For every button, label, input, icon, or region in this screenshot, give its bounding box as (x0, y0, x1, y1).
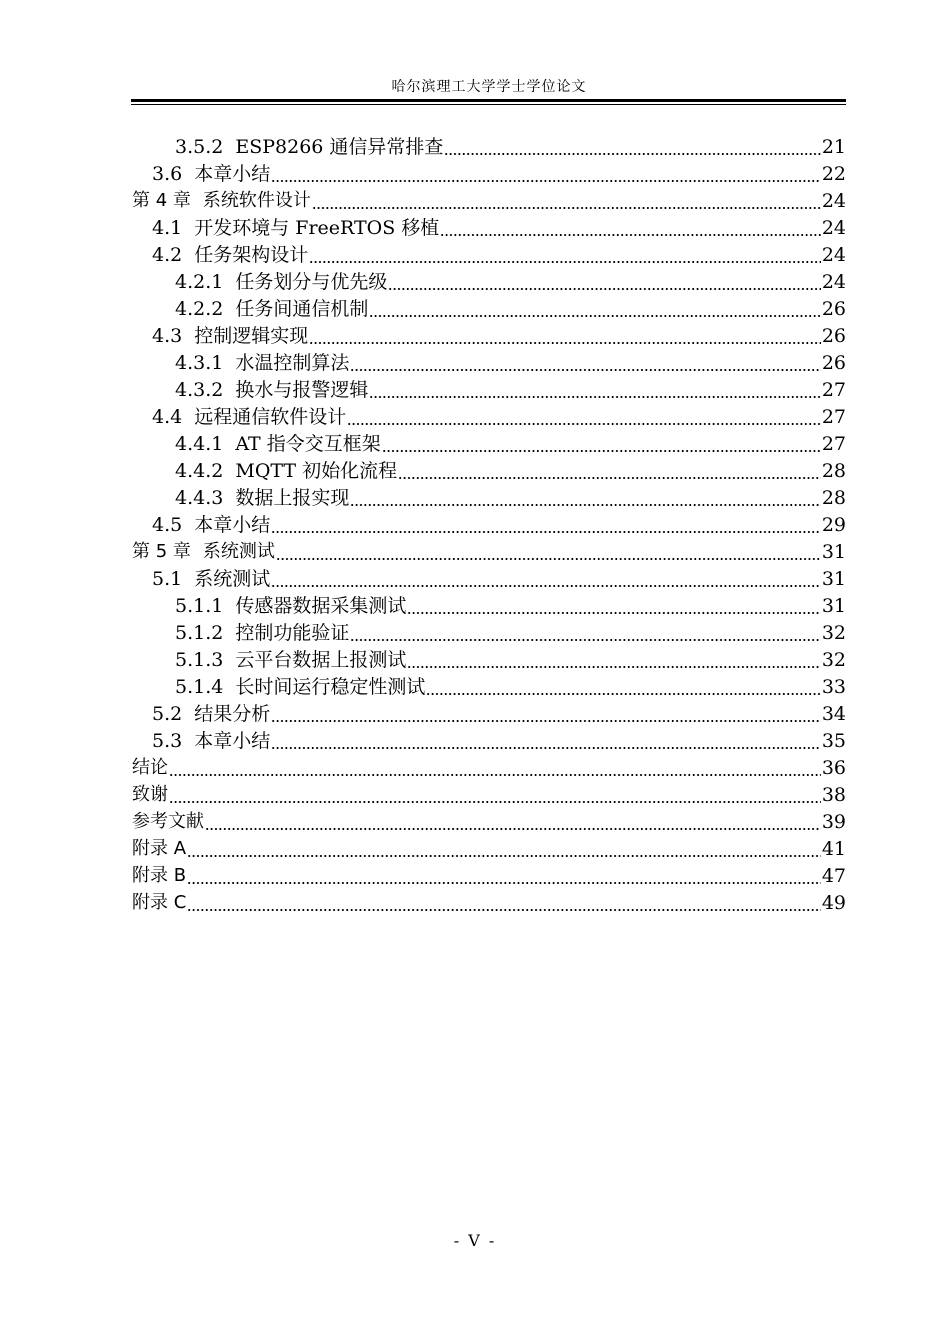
toc-entry-page: 34 (821, 703, 846, 725)
toc-entry-label (132, 756, 168, 780)
toc-entry-page: 41 (821, 838, 846, 860)
toc-dot-leader (309, 244, 821, 264)
toc-dot-leader (271, 568, 821, 588)
toc-dot-leader (169, 757, 821, 777)
toc-entry[interactable] (132, 645, 846, 672)
toc-entry[interactable] (132, 834, 846, 861)
toc-entry-label (175, 432, 381, 456)
toc-dot-leader (444, 136, 820, 156)
toc-entry-number: 5.1 (152, 568, 183, 590)
toc-entry-number: 4.3 (152, 325, 183, 347)
toc-entry-page: 21 (821, 136, 846, 158)
toc-entry-title: 结论 (132, 757, 168, 778)
toc-dot-leader (169, 784, 821, 804)
toc-entry[interactable] (132, 132, 846, 159)
toc-entry-number: 第 4 章 (132, 190, 191, 211)
toc-entry-title: 结果分析 (194, 703, 271, 725)
toc-entry-page: 29 (821, 514, 846, 536)
toc-entry-page: 27 (821, 433, 846, 455)
toc-dot-leader (271, 163, 821, 183)
toc-entry-page: 22 (821, 163, 846, 185)
toc-entry-number: 5.1.2 (175, 622, 224, 644)
toc-entry-label (175, 378, 368, 402)
toc-dot-leader (309, 325, 821, 345)
toc-entry[interactable] (132, 321, 846, 348)
toc-entry-number: 5.1.4 (175, 676, 224, 698)
toc-entry-number: 4.4.2 (175, 460, 224, 482)
toc-entry-page: 26 (821, 298, 846, 320)
toc-entry-label (175, 135, 443, 159)
toc-dot-leader (350, 622, 820, 642)
toc-entry-label (152, 513, 270, 537)
toc-entry[interactable] (132, 807, 846, 834)
toc-entry-title: ESP8266 通信异常排查 (235, 136, 444, 158)
toc-entry-title: 附录 C (132, 892, 187, 913)
toc-dot-leader (271, 730, 821, 750)
toc-dot-leader (271, 703, 821, 723)
toc-entry-title: MQTT 初始化流程 (235, 460, 398, 482)
toc-entry-title: 控制功能验证 (235, 622, 350, 644)
toc-entry-label (132, 837, 186, 861)
table-of-contents (132, 132, 846, 915)
toc-entry[interactable] (132, 240, 846, 267)
toc-entry[interactable] (132, 861, 846, 888)
toc-entry[interactable] (132, 186, 846, 213)
toc-entry-page: 31 (821, 595, 846, 617)
header-rule-thin (131, 104, 846, 105)
toc-dot-leader (388, 271, 820, 291)
toc-entry-label (132, 810, 204, 834)
toc-entry-page: 32 (821, 622, 846, 644)
toc-entry-page: 27 (821, 406, 846, 428)
toc-entry[interactable] (132, 510, 846, 537)
toc-entry-page: 47 (821, 865, 846, 887)
toc-entry-label (175, 648, 406, 672)
toc-entry[interactable] (132, 213, 846, 240)
toc-entry-page: 31 (821, 541, 846, 563)
toc-dot-leader (398, 460, 821, 480)
toc-entry-label (132, 783, 168, 807)
toc-entry[interactable] (132, 537, 846, 564)
toc-entry-label (132, 891, 186, 915)
toc-entry-title: 换水与报警逻辑 (235, 379, 369, 401)
toc-entry-number: 4.4.3 (175, 487, 224, 509)
toc-entry[interactable] (132, 483, 846, 510)
toc-entry-title: 系统软件设计 (202, 190, 311, 211)
page-number: - V - (453, 1231, 497, 1250)
toc-entry-page: 28 (821, 487, 846, 509)
toc-dot-leader (369, 379, 820, 399)
toc-entry[interactable] (132, 780, 846, 807)
toc-entry-label (175, 675, 425, 699)
toc-entry-title: 任务划分与优先级 (235, 271, 388, 293)
toc-entry-number: 4.4.1 (175, 433, 224, 455)
toc-entry[interactable] (132, 618, 846, 645)
toc-entry-page: 39 (821, 811, 846, 833)
toc-entry-label (132, 540, 275, 564)
header-rule-thick (131, 99, 846, 102)
toc-entry-label (175, 270, 387, 294)
toc-entry-number: 5.1.3 (175, 649, 224, 671)
toc-dot-leader (187, 892, 821, 912)
toc-entry[interactable] (132, 159, 846, 186)
toc-entry[interactable] (132, 375, 846, 402)
toc-dot-leader (187, 838, 821, 858)
toc-entry-title: 水温控制算法 (235, 352, 350, 374)
toc-entry-title: 附录 A (132, 838, 187, 859)
toc-entry-label (175, 621, 349, 645)
toc-entry-title: 开发环境与 FreeRTOS 移植 (194, 217, 440, 239)
toc-entry-label (152, 162, 270, 186)
toc-entry-label (175, 351, 349, 375)
toc-entry-label (132, 189, 311, 213)
toc-entry-label (152, 702, 270, 726)
toc-entry-label (152, 216, 439, 240)
toc-entry-label (152, 243, 308, 267)
toc-dot-leader (407, 595, 820, 615)
toc-dot-leader (369, 298, 820, 318)
toc-entry-title: 系统测试 (194, 568, 271, 590)
toc-entry-page: 38 (821, 784, 846, 806)
toc-entry-label (175, 486, 349, 510)
toc-dot-leader (350, 352, 820, 372)
toc-entry-title: 致谢 (132, 784, 168, 805)
toc-entry-page: 49 (821, 892, 846, 914)
toc-dot-leader (382, 433, 821, 453)
toc-entry[interactable] (132, 753, 846, 780)
toc-entry-page: 24 (821, 271, 846, 293)
toc-entry-number: 4.2.1 (175, 271, 224, 293)
toc-entry-title: AT 指令交互框架 (235, 433, 381, 455)
toc-entry-page: 33 (821, 676, 846, 698)
toc-entry-label (152, 567, 270, 591)
toc-entry-title: 参考文献 (132, 811, 204, 832)
toc-entry[interactable] (132, 591, 846, 618)
toc-entry-title: 本章小结 (194, 163, 271, 185)
toc-entry[interactable] (132, 267, 846, 294)
toc-dot-leader (187, 865, 821, 885)
toc-entry-number: 第 5 章 (132, 541, 191, 562)
toc-dot-leader (350, 487, 820, 507)
toc-entry-label (132, 864, 186, 888)
toc-entry-number: 4.1 (152, 217, 183, 239)
toc-entry[interactable] (132, 672, 846, 699)
toc-entry-number: 4.3.2 (175, 379, 224, 401)
toc-dot-leader (407, 649, 820, 669)
toc-entry-page: 28 (821, 460, 846, 482)
toc-entry-label (152, 729, 270, 753)
toc-entry-page: 26 (821, 325, 846, 347)
toc-entry-label (175, 594, 406, 618)
running-header: 哈尔滨理工大学学士学位论文 (391, 79, 587, 95)
toc-entry-page: 36 (821, 757, 846, 779)
toc-entry-page: 24 (821, 217, 846, 239)
toc-entry-page: 35 (821, 730, 846, 752)
toc-entry-title: 任务架构设计 (194, 244, 309, 266)
toc-entry-page: 27 (821, 379, 846, 401)
toc-entry-label (175, 297, 368, 321)
toc-entry[interactable] (132, 699, 846, 726)
toc-entry[interactable] (132, 402, 846, 429)
toc-dot-leader (276, 541, 821, 561)
toc-entry-title: 控制逻辑实现 (194, 325, 309, 347)
toc-entry[interactable] (132, 888, 846, 915)
toc-entry-title: 云平台数据上报测试 (235, 649, 407, 671)
toc-entry-page: 31 (821, 568, 846, 590)
toc-dot-leader (426, 676, 820, 696)
toc-entry-number: 4.2 (152, 244, 183, 266)
toc-entry-title: 本章小结 (194, 730, 271, 752)
toc-entry[interactable] (132, 456, 846, 483)
toc-entry-number: 4.2.2 (175, 298, 224, 320)
toc-entry-label (152, 324, 308, 348)
toc-entry[interactable] (132, 726, 846, 753)
toc-entry-title: 附录 B (132, 865, 187, 886)
toc-entry-title: 本章小结 (194, 514, 271, 536)
toc-entry-title: 长时间运行稳定性测试 (235, 676, 426, 698)
toc-entry[interactable] (132, 348, 846, 375)
toc-entry-title: 数据上报实现 (235, 487, 350, 509)
toc-entry[interactable] (132, 429, 846, 456)
toc-entry-page: 32 (821, 649, 846, 671)
toc-entry[interactable] (132, 294, 846, 321)
toc-dot-leader (271, 514, 821, 534)
toc-entry-title: 系统测试 (202, 541, 275, 562)
toc-dot-leader (205, 811, 821, 831)
toc-entry-page: 26 (821, 352, 846, 374)
toc-dot-leader (347, 406, 821, 426)
toc-entry-number: 5.1.1 (175, 595, 224, 617)
toc-entry-page: 24 (821, 244, 846, 266)
toc-entry-page: 24 (821, 190, 846, 212)
toc-entry[interactable] (132, 564, 846, 591)
toc-dot-leader (440, 217, 821, 237)
toc-entry-label (175, 459, 397, 483)
toc-entry-number: 3.5.2 (175, 136, 224, 158)
toc-dot-leader (312, 190, 821, 210)
toc-entry-title: 任务间通信机制 (235, 298, 369, 320)
toc-entry-number: 4.4 (152, 406, 183, 428)
toc-entry-number: 4.3.1 (175, 352, 224, 374)
toc-entry-title: 传感器数据采集测试 (235, 595, 407, 617)
toc-entry-label (152, 405, 346, 429)
toc-entry-number: 4.5 (152, 514, 183, 536)
toc-entry-number: 5.2 (152, 703, 183, 725)
toc-entry-number: 3.6 (152, 163, 183, 185)
toc-entry-title: 远程通信软件设计 (194, 406, 347, 428)
toc-entry-number: 5.3 (152, 730, 183, 752)
